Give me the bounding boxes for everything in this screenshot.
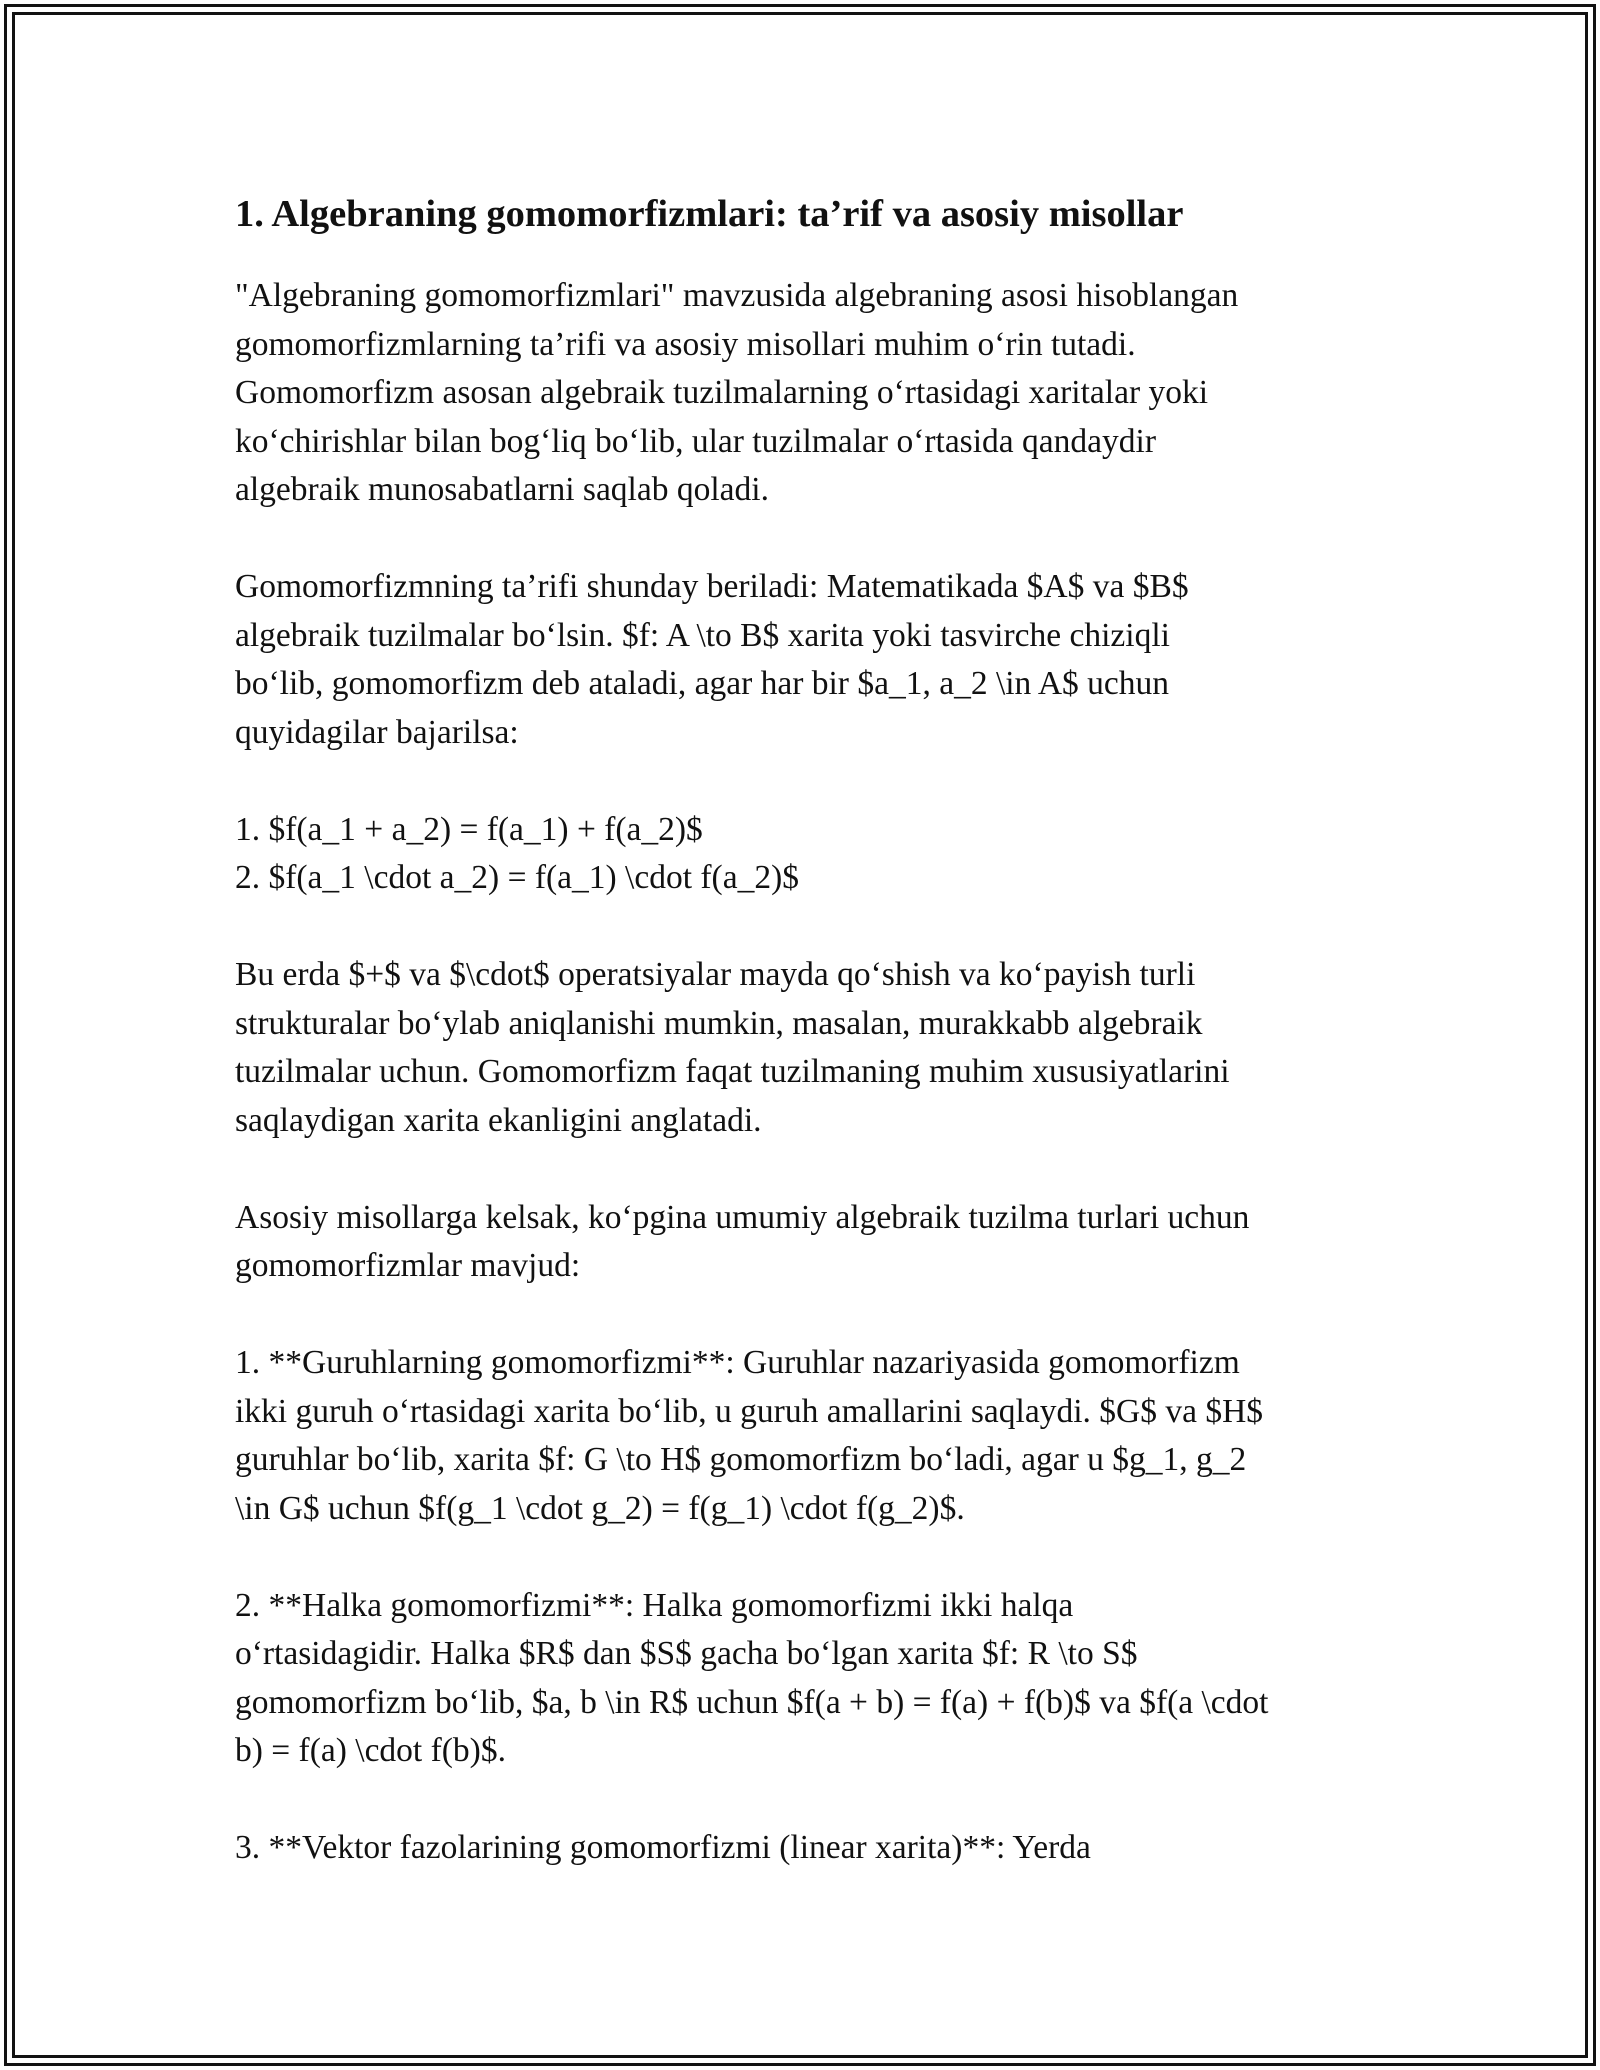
paragraph-ring-homomorphism	[235, 1582, 1375, 1776]
text-line: guruhlar bo‘lib, xarita $f: G \to H$ gomomorfizm bo‘ladi, agar u $g_1, g_2	[235, 1441, 1247, 1478]
text-line: ikki guruh o‘rtasidagi xarita bo‘lib, u guruh amallarini saqlaydi. $G$ va $H$	[235, 1392, 1264, 1430]
paragraph-conditions	[235, 806, 1375, 903]
text-line: 1. **Guruhlarning gomomorfizmi**: Guruhlar nazariyasida gomomorfizm	[235, 1344, 1240, 1381]
text-line: o‘rtasidagidir. Halka $R$ dan $S$ gacha bo‘lgan xarita $f: R \to S$	[235, 1635, 1138, 1672]
text-line: tuzilmalar uchun. Gomomorfizm faqat tuzilmaning muhim xususiyatlarini	[235, 1053, 1230, 1090]
text-line: algebraik munosabatlarni saqlab qoladi.	[235, 471, 769, 508]
paragraph-spacer	[235, 757, 1375, 806]
paragraph-group-homomorphism	[235, 1339, 1375, 1533]
paragraph-operations	[235, 951, 1375, 1145]
text-line: gomomorfizmlar mavjud:	[235, 1247, 581, 1284]
paragraph-vector-space-homomorphism	[235, 1824, 1375, 1873]
text-line: ko‘chirishlar bilan bog‘liq bo‘lib, ular tuzilmalar o‘rtasida qandaydir	[235, 422, 1156, 460]
text-line: strukturalar bo‘ylab aniqlanishi mumkin, masalan, murakkabb algebraik	[235, 1004, 1203, 1042]
paragraph-spacer	[235, 1291, 1375, 1340]
text-line: quyidagilar bajarilsa:	[235, 713, 519, 751]
text-line: Bu erda $+$ va $\cdot$ operatsiyalar mayda qo‘shish va ko‘payish turli	[235, 956, 1196, 993]
text-line: 2. **Halka gomomorfizmi**: Halka gomomorfizmi ikki halqa	[235, 1586, 1074, 1624]
paragraph-spacer	[235, 515, 1375, 564]
paragraph-spacer	[235, 1776, 1375, 1825]
paragraph-definition	[235, 563, 1375, 757]
paragraph-spacer	[235, 1145, 1375, 1194]
paragraph-intro	[235, 272, 1375, 515]
text-line: "Algebraning gomomorfizmlari" mavzusida algebraning asosi hisoblangan	[235, 277, 1239, 314]
text-line: bo‘lib, gomomorfizm deb ataladi, agar har bir $a_1, a_2 \in A$ uchun	[235, 665, 1170, 702]
text-line: gomomorfizm bo‘lib, $a, b \in R$ uchun $f(a + b) = f(a) + f(b)$ va $f(a \cdot	[235, 1683, 1269, 1721]
text-line: gomomorfizmlarning ta’rifi va asosiy misollari muhim o‘rin tutadi.	[235, 325, 1136, 363]
text-line: 1. $f(a_1 + a_2) = f(a_1) + f(a_2)$	[235, 810, 703, 848]
text-line: \in G$ uchun $f(g_1 \cdot g_2) = f(g_1) \cdot f(g_2)$.	[235, 1489, 965, 1527]
text-line: saqlaydigan xarita ekanligini anglatadi.	[235, 1101, 762, 1139]
text-line: b) = f(a) \cdot f(b)$.	[235, 1732, 506, 1769]
text-line: Gomomorfizmning ta’rifi shunday beriladi: Matematikada $A$ va $B$	[235, 568, 1189, 605]
paragraph-spacer	[235, 903, 1375, 952]
paragraph-spacer	[235, 1533, 1375, 1582]
text-line: Asosiy misollarga kelsak, ko‘pgina umumiy algebraik tuzilma turlari uchun	[235, 1198, 1250, 1236]
text-line: 2. $f(a_1 \cdot a_2) = f(a_1) \cdot f(a_2)$	[235, 859, 799, 896]
text-line: algebraik tuzilmalar bo‘lsin. $f: A \to B$ xarita yoki tasvirche chiziqli	[235, 616, 1170, 654]
paragraph-examples-intro	[235, 1194, 1375, 1291]
text-line: 3. **Vektor fazolarining gomomorfizmi (linear xarita)**: Yerda	[235, 1829, 1091, 1866]
document-body	[235, 186, 1375, 1873]
text-line: Gomomorfizm asosan algebraik tuzilmalarning o‘rtasidagi xaritalar yoki	[235, 374, 1209, 411]
section-title: 1. Algebraning gomomorfizmlari: ta’rif va asosiy misollar	[235, 193, 1184, 235]
